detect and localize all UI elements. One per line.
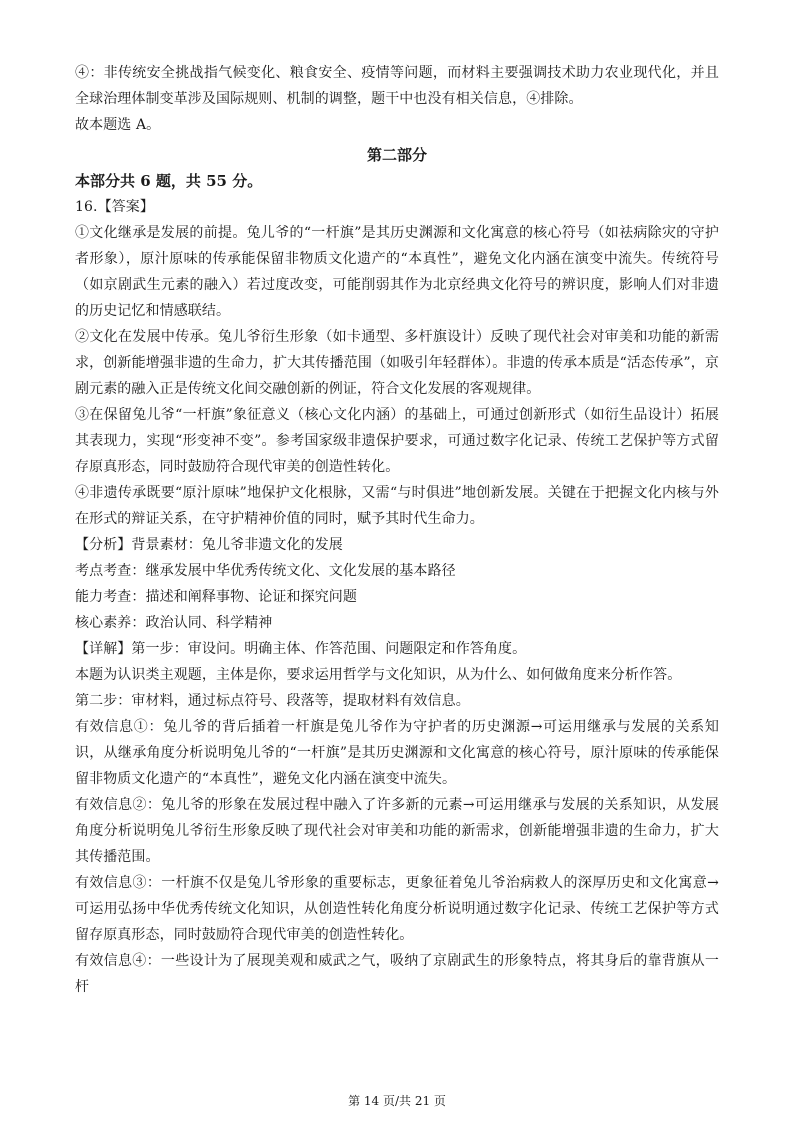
section-title: 第二部分 bbox=[366, 146, 427, 164]
page-number-footer: 第 14 页/共 21 页 bbox=[348, 1094, 446, 1108]
effective-info-3: 有效信息③：一杆旗不仅是兔儿爷形象的重要标志，更象征着兔儿爷治病救人的深厚历史和文化寓意→可运用弘扬中华优秀传统文化知识，从创造性转化角度分析说明通过数字化记录、传统工艺保护等方式留存原真形态，同时鼓励符合现代审美的创造性转化。 bbox=[75, 875, 719, 943]
question-16-label: 16.【答案】 bbox=[75, 199, 154, 215]
analysis-exam-point: 考点考查：继承发展中华优秀传统文化、文化发展的基本路径 bbox=[75, 563, 456, 579]
detail-line bbox=[75, 636, 719, 662]
page-content bbox=[75, 60, 719, 1000]
answer-point-1: ①文化继承是发展的前提。兔儿爷的“一杆旗”是其历史渊源和文化寓意的核心符号（如祛病除灾的守护者形象），原汁原味的传承能保留非物质文化遗产的“本真性”，避免文化内涵在演变中流失。传统符号（如京剧武生元素的融入）若过度改变，可能削弱其作为北京经典文化符号的辨识度，影响人们对非遗的历史记忆和情感联结。 bbox=[75, 225, 719, 319]
answer-point-2: ②文化在发展中传承。兔儿爷衍生形象（如卡通型、多杆旗设计）反映了现代社会对审美和功能的新需求，创新能增强非遗的生命力，扩大其传播范围（如吸引年轻群体）。非遗的传承本质是“活态传承”，京剧元素的融入正是传统文化间交融创新的例证，符合文化发展的客观规律。 bbox=[75, 329, 719, 397]
analysis-line bbox=[75, 532, 719, 558]
analysis-label: 【分析】 bbox=[75, 537, 132, 553]
analysis-ability: 能力考查：描述和阐释事物、论证和探究问题 bbox=[75, 589, 357, 605]
effective-info-4: 有效信息④：一些设计为了展现美观和威武之气，吸纳了京剧武生的形象特点，将其身后的靠背旗从一杆 bbox=[75, 953, 719, 995]
detail-question-type: 本题为认识类主观题，主体是你，要求运用哲学与文化知识，从为什么、如何做角度来分析作答。 bbox=[75, 667, 682, 683]
detail-text: 第一步：审设问。明确主体、作答范围、问题限定和作答角度。 bbox=[131, 641, 527, 657]
section-intro: 本部分共 6 题，共 55 分。 bbox=[75, 172, 263, 190]
paragraph-item4-exclusion: ④：非传统安全挑战指气候变化、粮食安全、疫情等问题，而材料主要强调技术助力农业现代化，并且全球治理体制变革涉及国际规则、机制的调整，题干中也没有相关信息，④排除。 bbox=[75, 65, 719, 107]
effective-info-2: 有效信息②：兔儿爷的形象在发展过程中融入了许多新的元素→可运用继承与发展的关系知识，从发展角度分析说明兔儿爷衍生形象反映了现代社会对审美和功能的新需求，创新能增强非遗的生命力，扩大其传播范围。 bbox=[75, 797, 719, 865]
effective-info-1: 有效信息①：兔儿爷的背后插着一杆旗是兔儿爷作为守护者的历史渊源→可运用继承与发展的关系知识，从继承角度分析说明兔儿爷的“一杆旗”是其历史渊源和文化寓意的核心符号，原汁原味的传承能保留非物质文化遗产的“本真性”，避免文化内涵在演变中流失。 bbox=[75, 719, 719, 787]
answer-point-4: ④非遗传承既要“原汁原味”地保护文化根脉，又需“与时俱进”地创新发展。关键在于把握文化内核与外在形式的辩证关系，在守护精神价值的同时，赋予其时代生命力。 bbox=[75, 485, 719, 527]
detail-step-two: 第二步：审材料，通过标点符号、段落等，提取材料有效信息。 bbox=[75, 693, 470, 709]
analysis-core-literacy: 核心素养：政治认同、科学精神 bbox=[75, 615, 273, 631]
analysis-text: 背景素材：兔儿爷非遗文化的发展 bbox=[131, 537, 343, 553]
detail-label: 【详解】 bbox=[75, 641, 132, 657]
paragraph-answer-choice: 故本题选 A。 bbox=[75, 117, 161, 133]
answer-point-3: ③在保留兔儿爷“一杆旗”象征意义（核心文化内涵）的基础上，可通过创新形式（如衍生品设计）拓展其表现力，实现“形变神不变”。参考国家级非遗保护要求，可通过数字化记录、传统工艺保护等方式留存原真形态，同时鼓励符合现代审美的创造性转化。 bbox=[75, 407, 719, 475]
